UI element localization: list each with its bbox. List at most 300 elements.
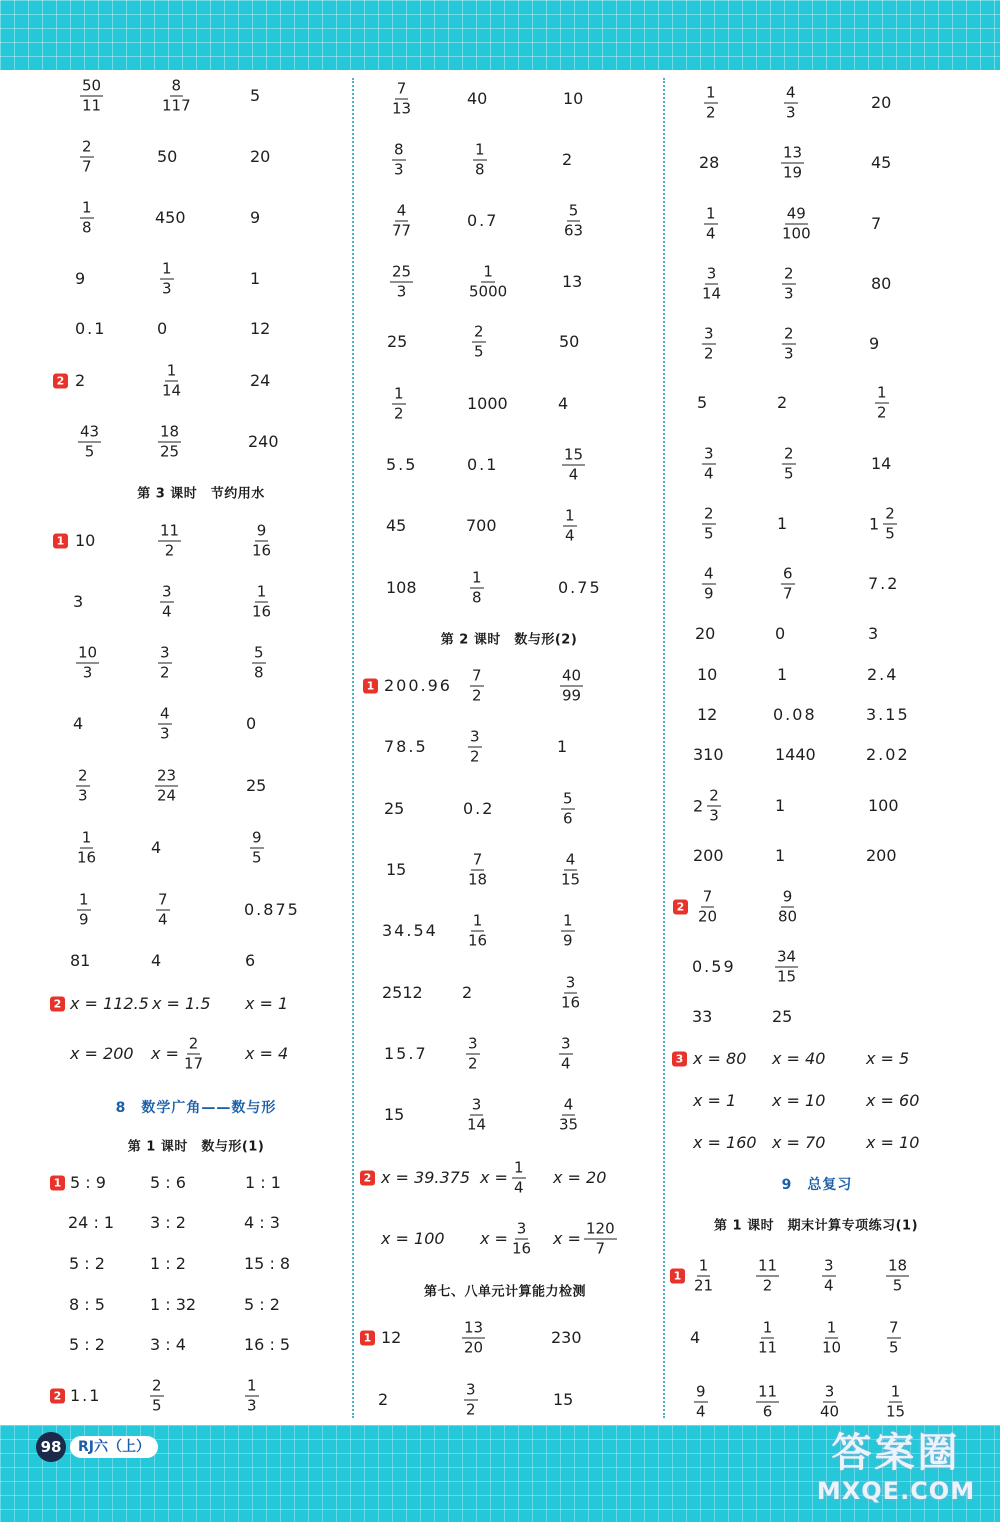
denominator: 4: [561, 1054, 571, 1073]
answer-value: 4: [690, 1328, 701, 1347]
fraction-answer: [782, 446, 796, 483]
answer-value: 0.1: [75, 319, 107, 338]
answer-value: 200: [866, 846, 897, 865]
denominator: 16: [561, 993, 581, 1012]
denominator: 2: [472, 686, 482, 705]
numerator: 4: [396, 201, 407, 220]
answer-value: 310: [693, 745, 724, 764]
denominator: 16: [77, 848, 97, 867]
fraction-answer: [155, 768, 178, 805]
question-number-badge: 1: [50, 1176, 65, 1191]
denominator: 16: [252, 541, 272, 560]
answer-value: 12: [381, 1328, 402, 1347]
equation-answer: x = 4: [245, 1044, 289, 1063]
denominator: 16: [512, 1239, 532, 1258]
denominator: 24: [157, 786, 177, 805]
numerator: 7: [158, 890, 168, 909]
numerator: 1: [162, 259, 172, 278]
numerator: 1: [81, 828, 92, 847]
numerator: 3: [824, 1382, 835, 1401]
numerator: 4: [565, 850, 576, 869]
equation-answer: x = 60: [866, 1091, 920, 1110]
denominator: 6: [762, 1402, 773, 1421]
answer-value: 3: [868, 624, 879, 643]
fraction-answer: [468, 729, 482, 766]
answer-value: 3 : 2: [150, 1213, 186, 1232]
equation-answer: x = 70: [772, 1133, 826, 1152]
answer-value: 1: [777, 665, 788, 684]
fraction-answer: [818, 1384, 841, 1421]
answer-value: 1 : 32: [150, 1295, 197, 1314]
denominator: 3: [78, 786, 88, 805]
fraction-answer: [560, 668, 583, 705]
denominator: 77: [392, 221, 412, 240]
column-divider: [352, 78, 354, 1418]
denominator: 8: [475, 160, 485, 179]
answer-value: 15: [384, 1105, 405, 1124]
denominator: 8: [82, 218, 92, 237]
fraction-answer: [557, 1097, 580, 1134]
question-number-badge: 2: [50, 1389, 65, 1404]
denominator: 16: [468, 931, 488, 950]
denominator: 8: [254, 663, 264, 682]
numerator: 3: [704, 444, 714, 463]
denominator: 16: [252, 602, 272, 621]
numerator: 2: [152, 1376, 162, 1395]
fraction-answer: [158, 424, 181, 461]
answer-value: 1: [250, 269, 261, 288]
numerator: 1: [877, 383, 887, 402]
denominator: 2: [704, 344, 714, 363]
numerator: 2: [82, 137, 92, 156]
answer-value: 5 : 6: [150, 1173, 186, 1192]
mixed-number-answer: [693, 788, 721, 825]
fraction-answer: [77, 892, 91, 929]
question-number-badge: 1: [53, 534, 68, 549]
fraction-answer: [160, 261, 174, 298]
answer-value: 28: [699, 153, 720, 172]
numerator: 1: [698, 1256, 709, 1275]
question-number-badge: 2: [673, 900, 688, 915]
fraction-answer: [76, 645, 99, 682]
answer-value: 7.2: [868, 574, 900, 593]
denominator: 5: [84, 442, 95, 461]
answer-value: 0: [246, 714, 257, 733]
numerator: 7: [702, 887, 713, 906]
fraction-answer: [252, 645, 266, 682]
denominator: 2: [762, 1276, 773, 1295]
fraction-answer: [562, 203, 585, 240]
numerator: 2: [784, 324, 794, 343]
fraction-answer: [820, 1320, 843, 1357]
answer-value: 0.1: [467, 455, 499, 474]
answer-value: 1 : 1: [245, 1173, 281, 1192]
numerator: 1: [890, 1382, 901, 1401]
answer-value: 25: [246, 776, 267, 795]
lesson-heading: 第 2 课时 数与形(2): [440, 632, 578, 648]
answer-value: 45: [386, 516, 407, 535]
lesson-heading: 第 3 课时 节约用水: [137, 486, 265, 502]
numerator: 1: [563, 911, 573, 930]
denominator: 8: [472, 588, 482, 607]
answer-value: 0.75: [558, 578, 602, 597]
denominator: 9: [79, 910, 89, 929]
numerator: 40: [562, 666, 582, 685]
numerator: 23: [157, 766, 177, 785]
denominator: 2: [470, 747, 480, 766]
denominator: 99: [562, 686, 582, 705]
fraction-answer: [467, 264, 509, 301]
answer-value: 20: [871, 93, 892, 112]
answer-value: 3: [73, 592, 84, 611]
fraction-answer: [80, 200, 94, 237]
answer-value: 0.2: [463, 799, 495, 818]
fraction-answer: [781, 566, 795, 603]
fraction-answer: [584, 1221, 617, 1258]
fraction-answer: [756, 1258, 779, 1295]
fraction-answer: [160, 78, 193, 115]
answer-value: 1.1: [70, 1386, 102, 1405]
answer-value: 5 : 2: [69, 1254, 105, 1273]
equation-answer: x = 1.5: [152, 994, 211, 1013]
numerator: 2: [784, 444, 794, 463]
denominator: 2: [164, 541, 175, 560]
numerator: 5: [254, 643, 264, 662]
numerator: 1: [166, 361, 177, 380]
watermark-logo-text: 答案圈: [831, 1430, 961, 1476]
numerator: 3: [706, 264, 717, 283]
answer-value: 10: [75, 531, 96, 550]
numerator: 2: [885, 504, 895, 523]
answer-value: 2: [75, 371, 86, 390]
top-decorative-band: [0, 0, 1000, 70]
numerator: 3: [824, 1256, 834, 1275]
fraction-answer: [781, 145, 804, 182]
equation-answer: x = 100: [381, 1229, 445, 1248]
fraction-answer: [510, 1221, 533, 1258]
denominator: 15: [777, 967, 797, 986]
denominator: 5: [704, 524, 714, 543]
fraction-answer: [466, 913, 489, 950]
numerator: 25: [392, 262, 412, 281]
denominator: 5: [892, 1276, 903, 1295]
answer-value: 2: [562, 150, 573, 169]
answer-value: 2512: [382, 983, 423, 1002]
fraction-answer: [562, 447, 585, 484]
answer-value: 0.7: [467, 211, 499, 230]
fraction-answer: [158, 645, 172, 682]
numerator: 10: [78, 643, 98, 662]
numerator: 2: [709, 786, 719, 805]
unit-heading: 9 总复习: [781, 1177, 853, 1193]
whole-part: 2: [693, 796, 704, 816]
fraction-answer: [245, 1378, 259, 1415]
fraction-answer: [470, 668, 484, 705]
fraction-answer: [156, 892, 170, 929]
numerator: 3: [466, 1380, 476, 1399]
denominator: 5: [252, 848, 262, 867]
denominator: 4: [158, 910, 168, 929]
answer-value: 5 : 2: [244, 1295, 280, 1314]
numerator: 9: [696, 1382, 706, 1401]
denominator: 11: [758, 1338, 778, 1357]
answer-value: 4 : 3: [244, 1213, 280, 1232]
denominator: 20: [464, 1338, 484, 1357]
numerator: 11: [758, 1382, 778, 1401]
fraction-answer: [250, 523, 273, 560]
lesson-heading: 第七、八单元计算能力检测: [423, 1284, 587, 1300]
numerator: 13: [783, 143, 803, 162]
numerator: 8: [171, 76, 182, 95]
denominator: 2: [706, 103, 716, 122]
answer-value: 7: [871, 214, 882, 233]
answer-value: 108: [386, 578, 417, 597]
fraction-answer: [250, 830, 264, 867]
numerator: 4: [160, 704, 170, 723]
fraction-answer: [884, 1384, 907, 1421]
fraction-answer: [875, 385, 889, 422]
answer-value: 9: [869, 334, 880, 353]
answer-value: 5 : 9: [70, 1173, 106, 1192]
numerator: 5: [563, 789, 573, 808]
answer-value: 4: [151, 838, 162, 857]
mixed-number-answer: [869, 506, 897, 543]
answer-value: 1: [775, 796, 786, 815]
fraction-answer: [470, 570, 484, 607]
fraction-answer: [512, 1160, 526, 1197]
numerator: 3: [162, 582, 172, 601]
question-number-badge: 1: [363, 679, 378, 694]
denominator: 35: [559, 1115, 579, 1134]
numerator: 1: [514, 1158, 524, 1177]
numerator: 1: [706, 204, 716, 223]
answer-value: 3 : 4: [150, 1335, 186, 1354]
denominator: 19: [783, 163, 803, 182]
denominator: 2: [394, 404, 404, 423]
denominator: 4: [565, 526, 575, 545]
question-number-badge: 1: [670, 1269, 685, 1284]
equation-answer: x = 20: [553, 1168, 607, 1187]
fraction-answer: [182, 1036, 205, 1073]
fraction-answer: [704, 206, 718, 243]
denominator: 5: [152, 1396, 162, 1415]
answer-value: 1: [557, 737, 568, 756]
numerator: 1: [82, 198, 92, 217]
answer-value: 5 : 2: [69, 1335, 105, 1354]
answer-value: 0: [157, 319, 168, 338]
answer-value: 15.7: [384, 1044, 428, 1063]
numerator: 120: [586, 1219, 615, 1238]
numerator: 50: [82, 76, 102, 95]
fraction-answer: [250, 584, 273, 621]
answer-value: 24 : 1: [68, 1213, 115, 1232]
denominator: 4: [696, 1402, 706, 1421]
whole-part: 1: [869, 514, 880, 534]
equation-answer: x = 80: [693, 1049, 747, 1068]
fraction-answer: [390, 264, 413, 301]
question-number-badge: 3: [672, 1052, 687, 1067]
fraction-answer: [390, 81, 413, 118]
answer-value: 2.02: [866, 745, 910, 764]
answer-value: 1 : 2: [150, 1254, 186, 1273]
equation-answer: x = 1: [693, 1091, 737, 1110]
fraction-answer: [776, 889, 799, 926]
numerator: 11: [758, 1256, 778, 1275]
answer-value: 4: [151, 951, 162, 970]
answer-value: 2.4: [867, 665, 899, 684]
answer-value: 33: [692, 1007, 713, 1026]
answer-value: 5: [250, 86, 261, 105]
fraction-answer: [756, 1320, 779, 1357]
numerator: 8: [394, 140, 404, 159]
denominator: 14: [467, 1115, 487, 1134]
fraction-answer: [158, 523, 181, 560]
denominator: 80: [778, 907, 798, 926]
denominator: 4: [514, 1178, 524, 1197]
fraction-answer: [464, 1382, 478, 1419]
answer-value: 34.54: [382, 921, 438, 940]
fraction-answer: [473, 142, 487, 179]
answer-value: 450: [155, 208, 186, 227]
answer-value: 0.875: [244, 900, 300, 919]
numerator: 34: [777, 947, 797, 966]
answer-value: 100: [868, 796, 899, 815]
fraction-answer: [392, 386, 406, 423]
fraction-part: [707, 788, 721, 825]
numerator: 43: [80, 422, 100, 441]
denominator: 7: [783, 584, 793, 603]
book-tag: RJ六（上）: [70, 1436, 158, 1458]
denominator: 3: [82, 663, 93, 682]
equation-answer: x =: [553, 1229, 581, 1248]
numerator: 18: [888, 1256, 908, 1275]
denominator: 5: [474, 342, 484, 361]
denominator: 4: [704, 464, 714, 483]
fraction-answer: [886, 1258, 909, 1295]
equation-answer: x = 5: [866, 1049, 910, 1068]
column-divider: [663, 78, 665, 1418]
answer-value: 2: [462, 983, 473, 1002]
denominator: 3: [396, 282, 407, 301]
denominator: 3: [784, 284, 794, 303]
fraction-answer: [887, 1320, 901, 1357]
answer-value: 230: [551, 1328, 582, 1347]
fraction-answer: [702, 446, 716, 483]
denominator: 9: [563, 931, 573, 950]
denominator: 5000: [469, 282, 508, 301]
numerator: 6: [783, 564, 793, 583]
fraction-answer: [696, 889, 719, 926]
denominator: 4: [568, 465, 579, 484]
denominator: 17: [184, 1054, 204, 1073]
denominator: 6: [563, 809, 573, 828]
fraction-answer: [702, 326, 716, 363]
equation-answer: x =: [480, 1229, 508, 1248]
numerator: 5: [568, 201, 579, 220]
fraction-part: [883, 506, 897, 543]
denominator: 2: [160, 663, 170, 682]
numerator: 7: [472, 666, 482, 685]
answer-value: 13: [562, 272, 583, 291]
answer-value: 0.08: [773, 705, 817, 724]
numerator: 3: [160, 643, 170, 662]
denominator: 14: [702, 284, 722, 303]
answer-value: 4: [558, 394, 569, 413]
denominator: 3: [160, 724, 170, 743]
numerator: 1: [394, 384, 404, 403]
answer-value: 3.15: [866, 705, 910, 724]
numerator: 1: [472, 911, 483, 930]
answer-value: 20: [695, 624, 716, 643]
fraction-answer: [78, 424, 101, 461]
numerator: 1: [762, 1318, 773, 1337]
fraction-answer: [75, 830, 98, 867]
answer-value: 10: [563, 89, 584, 108]
fraction-answer: [702, 506, 716, 543]
fraction-answer: [462, 1320, 485, 1357]
numerator: 1: [472, 568, 482, 587]
answer-value: 1440: [775, 745, 816, 764]
numerator: 7: [472, 850, 483, 869]
denominator: 3: [247, 1396, 257, 1415]
unit-heading: 8 数学广角——数与形: [115, 1100, 277, 1116]
denominator: 3: [786, 103, 796, 122]
answer-value: 2: [777, 393, 788, 412]
numerator: 1: [483, 262, 493, 281]
answer-value: 16 : 5: [244, 1335, 291, 1354]
numerator: 2: [784, 264, 794, 283]
fraction-answer: [472, 324, 486, 361]
numerator: 13: [464, 1318, 484, 1337]
numerator: 1: [79, 890, 89, 909]
denominator: 3: [394, 160, 404, 179]
denominator: 11: [82, 96, 102, 115]
question-number-badge: 1: [360, 1331, 375, 1346]
fraction-answer: [390, 203, 413, 240]
numerator: 9: [782, 887, 793, 906]
fraction-answer: [702, 566, 716, 603]
numerator: 3: [516, 1219, 527, 1238]
fraction-answer: [700, 266, 723, 303]
denominator: 10: [822, 1338, 842, 1357]
fraction-answer: [158, 706, 172, 743]
answer-value: 25: [387, 332, 408, 351]
fraction-answer: [76, 768, 90, 805]
denominator: 9: [704, 584, 714, 603]
denominator: 2: [877, 403, 887, 422]
denominator: 100: [782, 224, 811, 243]
numerator: 3: [561, 1034, 571, 1053]
numerator: 3: [471, 1095, 482, 1114]
fraction-answer: [775, 949, 798, 986]
answer-value: 200: [693, 846, 724, 865]
numerator: 9: [252, 828, 262, 847]
fraction-answer: [822, 1258, 836, 1295]
equation-answer: x = 10: [866, 1133, 920, 1152]
fraction-answer: [160, 584, 174, 621]
fraction-answer: [694, 1384, 708, 1421]
fraction-answer: [465, 1097, 488, 1134]
numerator: 3: [704, 324, 714, 343]
numerator: 2: [188, 1034, 199, 1053]
watermark-url: MXQE.COM: [816, 1477, 976, 1505]
denominator: 15: [886, 1402, 906, 1421]
numerator: 3: [468, 1034, 478, 1053]
numerator: 3: [470, 727, 480, 746]
answer-value: 1000: [467, 394, 508, 413]
numerator: 3: [565, 973, 576, 992]
question-number-badge: 2: [360, 1171, 375, 1186]
